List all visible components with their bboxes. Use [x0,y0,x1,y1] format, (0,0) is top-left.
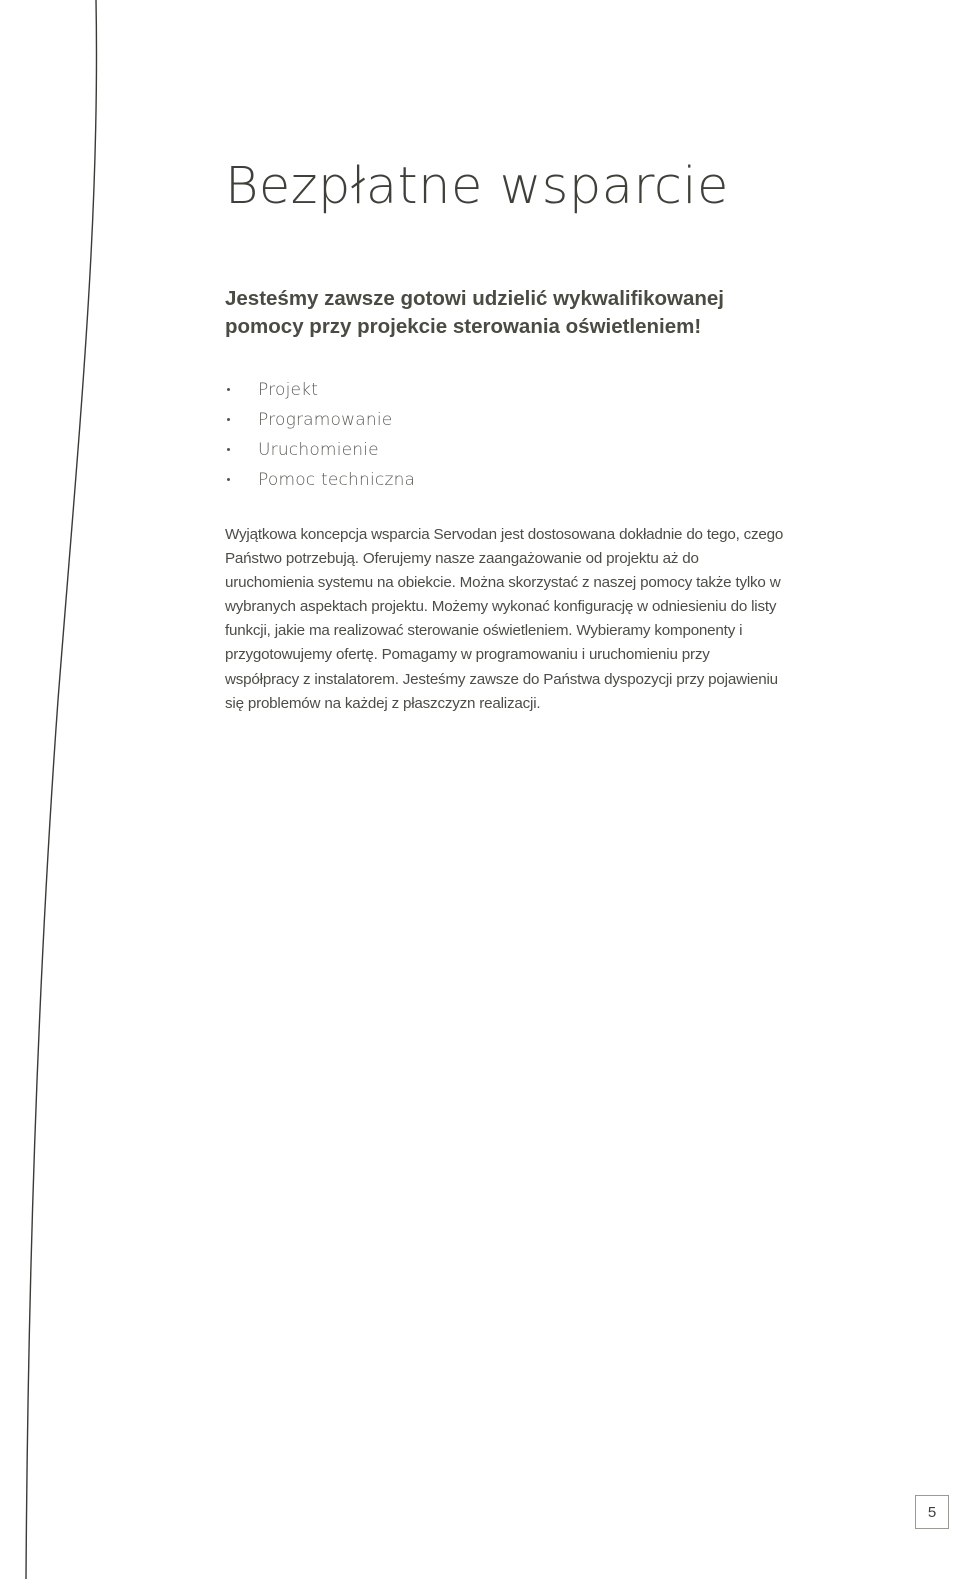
bullet-icon [227,388,230,391]
page-title: Bezpłatne wsparcie [225,157,729,216]
list-item-label: Pomoc techniczna [258,470,416,490]
bullet-icon [227,418,230,421]
list-item-label: Projekt [258,380,319,400]
decorative-curve-line [0,0,140,1579]
bullet-icon [227,448,230,451]
list-item-pomoc-techniczna [225,465,805,495]
main-content [225,150,805,716]
list-item-label: Programowanie [258,410,393,430]
list-item-label: Uruchomienie [258,440,379,460]
list-item-programowanie [225,405,805,435]
page-number: 5 [915,1495,949,1529]
list-item-uruchomienie [225,435,805,465]
services-list [225,375,805,495]
list-item-projekt [225,375,805,405]
lead-paragraph: Jesteśmy zawsze gotowi udzielić wykwalifikowanej pomocy przy projekcie sterowania oświetleniem! [225,287,725,338]
body-paragraph: Wyjątkowa koncepcja wsparcia Servodan jest dostosowana dokładnie do tego, czego Państwo potrzebują. Oferujemy nasze zaangażowanie od projektu aż do uruchomienia systemu na obiekcie. Można skorzystać z naszej pomocy także tylko w wybranych aspektach projektu. Możemy wykonać konfigurację w odniesieniu do listy funkcji, jakie ma realizować sterowanie oświetleniem. Wybieramy komponenty i przygotowujemy ofertę. Pomagamy w programowaniu i uruchomieniu przy współpracy z instalatorem. Jesteśmy zawsze do Państwa dyspozycji przy pojawieniu się problemów na każdej z płaszczyzn realizacji. [225,526,784,712]
bullet-icon [227,478,230,481]
